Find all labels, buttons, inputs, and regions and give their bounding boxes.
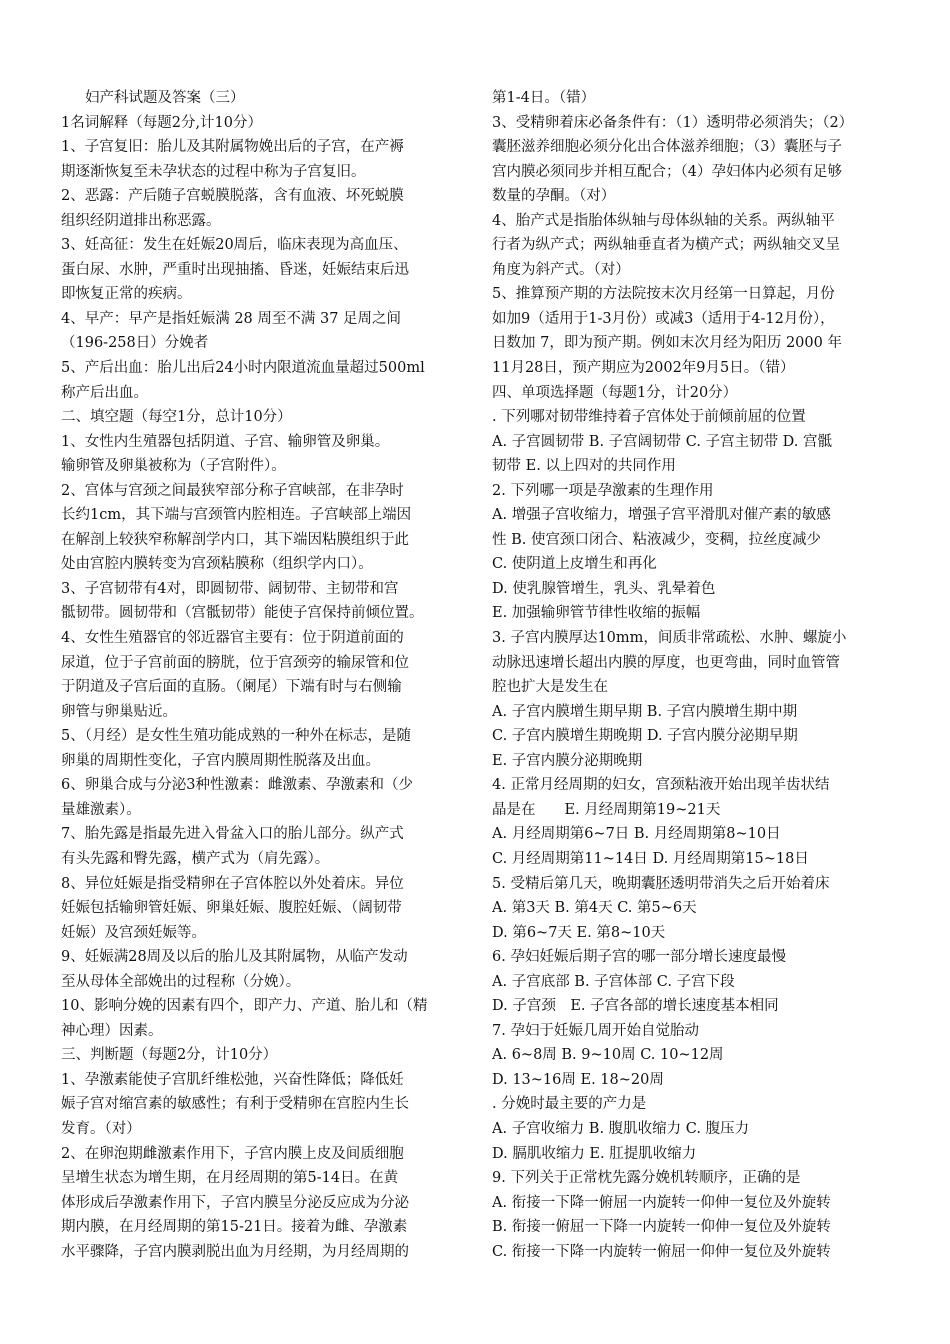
text-line: A. 衔接一下降一俯屈一内旋转一仰伸一复位及外旋转 [492, 1194, 831, 1211]
text-line: E. 加强输卵管节律性收缩的振幅 [492, 605, 701, 622]
left-column [61, 86, 459, 1264]
text-line: 5. 受精后第几天，晚期囊胚透明带消失之后开始着床 [492, 875, 830, 892]
text-line: 期内膜，在月经周期的第15-21日。接着为雌、孕激素 [61, 1219, 408, 1236]
right-column [492, 86, 890, 1264]
text-line: （196-258日）分娩者 [61, 335, 209, 352]
text-line: 数量的孕酮。（对） [492, 188, 616, 205]
text-line: 7、胎先露是指最先进入骨盆入口的胎儿部分。纵产式 [61, 826, 404, 843]
text-line: 长约1cm，其下端与宫颈管内腔相连。子宫峡部上端因 [61, 507, 412, 524]
text-line: 动脉迅速增长超出内膜的厚度，也更弯曲，同时血管管 [492, 654, 840, 671]
text-line: 性 B. 使宫颈口闭合、粘液减少，变稠，拉丝度减少 [492, 531, 821, 548]
text-line: D. 膈肌收缩力 E. 肛提肌收缩力 [492, 1145, 697, 1162]
text-line: C. 子宫内膜增生期晚期 D. 子宫内膜分泌期早期 [492, 728, 798, 745]
text-line: 2、宫体与宫颈之间最狭窄部分称子宫峡部，在非孕时 [61, 482, 404, 499]
text-line: 5、产后出血：胎儿出后24小时内限道流血量超过500ml [61, 360, 425, 377]
text-line: 10、影响分娩的因素有四个，即产力、产道、胎儿和（精 [61, 998, 428, 1015]
text-line: 4、早产：早产是指妊娠满 28 周至不满 37 足周之间 [61, 310, 402, 327]
text-line: A. 子宫内膜增生期早期 B. 子宫内膜增生期中期 [492, 703, 798, 720]
text-line: 尿道，位于子宫前面的膀胱，位于宫颈旁的输尿管和位 [61, 654, 409, 671]
text-line: 腔也扩大是发生在 [492, 679, 608, 696]
text-line: 5、推算预产期的方法院按末次月经第一日算起，月份 [492, 286, 835, 303]
text-line: 5、（月经）是女性生殖功能成熟的一种外在标志，是随 [61, 728, 411, 745]
text-line: 妊娠包括输卵管妊娠、卵巢妊娠、腹腔妊娠、（阔韧带 [61, 900, 402, 917]
text-line: 2、在卵泡期雌激素作用下，子宫内膜上皮及间质细胞 [61, 1145, 404, 1162]
text-line: 组织经阴道排出称恶露。 [61, 212, 221, 229]
text-line: 卵管与卵巢贴近。 [61, 703, 177, 720]
text-line: 发育。（对） [61, 1120, 141, 1137]
text-line: A. 增强子宫收缩力，增强子宫平滑肌对催产素的敏感 [492, 507, 831, 524]
text-line: 2. 下列哪一项是孕激素的生理作用 [492, 482, 714, 499]
text-line: 韧带 E. 以上四对的共同作用 [492, 458, 676, 475]
text-line: 3、受精卵着床必备条件有：（1）透明带必须消失；（2） [492, 114, 854, 131]
text-line: 于阴道及子宫后面的直肠。（阑尾）下端有时与右侧输 [61, 679, 402, 696]
text-line: B. 衔接一俯屈一下降一内旋转一仰伸一复位及外旋转 [492, 1219, 831, 1236]
text-line: 呈增生状态为增生期，在月经周期的第5-14日。在黄 [61, 1170, 399, 1187]
text-line: 娠子宫对缩宫素的敏感性；有利于受精卵在宫腔内生长 [61, 1096, 409, 1113]
text-line: 期逐渐恢复至未孕状态的过程中称为子宫复旧。 [61, 163, 366, 180]
text-line: 称产后出血。 [61, 384, 148, 401]
text-line: D. 使乳腺管增生，乳头、乳晕着色 [492, 580, 716, 597]
text-line: 囊胚滋养细胞必须分化出合体滋养细胞；（3）囊胚与子 [492, 139, 842, 156]
text-line: 二、填空题（每空1分，总计10分） [61, 409, 292, 426]
text-line: 妇产科试题及答案（三） [85, 90, 245, 106]
text-line: 水平骤降，子宫内膜剥脱出血为月经期，为月经周期的 [61, 1243, 409, 1260]
text-line: 7. 孕妇于妊娠几周开始自觉胎动 [492, 1022, 699, 1039]
text-line: 卵巢的周期性变化，子宫内膜周期性脱落及出血。 [61, 752, 380, 769]
text-line: 输卵管及卵巢被称为（子宫附件）。 [61, 458, 286, 475]
text-line: A. 子宫底部 B. 子宫体部 C. 子宫下段 [492, 973, 735, 990]
text-line: C. 月经周期第11~14日 D. 月经周期第15~18日 [492, 850, 809, 867]
text-line: 3. 子宫内膜厚达10mm，间质非常疏松、水肿、螺旋小 [492, 630, 847, 647]
text-line: 2、恶露：产后随子宫蜕膜脱落，含有血液、坏死蜕膜 [61, 188, 404, 205]
text-line: 在解剖上较狭窄称解剖学内口，其下端因粘膜组织于此 [61, 531, 409, 548]
text-line: 第1-4日。（错） [492, 90, 596, 106]
text-line: 至从母体全部娩出的过程称（分娩）。 [61, 973, 301, 990]
text-line: A. 子宫收缩力 B. 腹肌收缩力 C. 腹压力 [492, 1120, 750, 1137]
text-line: C. 衔接一下降一内旋转一俯屈一仰伸一复位及外旋转 [492, 1243, 831, 1260]
text-line: 有头先露和臀先露，横产式为（肩先露）。 [61, 850, 330, 867]
text-line: 宫内膜必须同步并相互配合；（4）孕妇体内必须有足够 [492, 163, 842, 180]
text-line: 神心理）因素。 [61, 1022, 163, 1039]
text-line: E. 子宫内膜分泌期晚期 [492, 752, 643, 769]
text-line: 3、子宫韧带有4对，即圆韧带、阔韧带、主韧带和宫 [61, 580, 399, 597]
text-line: 体形成后孕激素作用下，子宫内膜呈分泌反应成为分泌 [61, 1194, 409, 1211]
text-line: 1、女性内生殖器包括阴道、子宫、输卵管及卵巢。 [61, 433, 390, 450]
text-line: 三、判断题（每题2分，计10分） [61, 1047, 278, 1064]
text-line: A. 子宫圆韧带 B. 子宫阔韧带 C. 子宫主韧带 D. 宫骶 [492, 433, 833, 450]
text-line: 9、妊娠满28周及以后的胎儿及其附属物，从临产发动 [61, 949, 408, 966]
text-line: 11月28日，预产期应为2002年9月5日。（错） [492, 360, 795, 377]
text-line: 四、单项选择题（每题1分，计20分） [492, 384, 738, 401]
text-line: 处由宫腔内膜转变为宫颈粘膜称（组织学内口）。 [61, 556, 373, 573]
text-line: D. 子宫颈 E. 子宫各部的增长速度基本相同 [492, 998, 779, 1015]
text-line: 蛋白尿、水肿，严重时出现抽搐、昏迷，妊娠结束后迅 [61, 261, 409, 278]
text-line: 6、卵巢合成与分泌3种性激素：雌激素、孕激素和（少 [61, 777, 413, 794]
text-line: 8、异位妊娠是指受精卵在子宫体腔以外处着床。异位 [61, 875, 404, 892]
text-line: 9. 下列关于正常枕先露分娩机转顺序，正确的是 [492, 1170, 801, 1187]
text-line: A. 6~8周 B. 9~10周 C. 10~12周 [492, 1047, 724, 1064]
text-line: 3、妊高征：发生在妊娠20周后，临床表现为高血压、 [61, 237, 408, 254]
text-line: 4、胎产式是指胎体纵轴与母体纵轴的关系。两纵轴平 [492, 212, 835, 229]
text-line: 行者为纵产式；两纵轴垂直者为横产式；两纵轴交叉呈 [492, 237, 840, 254]
text-line: A. 第3天 B. 第4天 C. 第5~6天 [492, 900, 697, 917]
text-line: 如加9（适用于1-3月份）或减3（适用于4-12月份）， [492, 310, 835, 327]
text-line: 晶是在 E. 月经周期第19~21天 [492, 801, 721, 818]
text-line: . 下列哪对韧带维持着子宫体处于前倾前屈的位置 [492, 409, 806, 426]
text-line: D. 第6~7天 E. 第8~10天 [492, 924, 666, 941]
text-line: C. 使阴道上皮增生和再化 [492, 556, 657, 573]
text-line: A. 月经周期第6~7日 B. 月经周期第8~10日 [492, 826, 781, 843]
text-line: 角度为斜产式。（对） [492, 261, 630, 278]
text-line: 4、女性生殖器官的邻近器官主要有：位于阴道前面的 [61, 630, 404, 647]
text-line: 量雄激素）。 [61, 801, 141, 818]
text-line: . 分娩时最主要的产力是 [492, 1096, 647, 1113]
text-line: 妊娠）及宫颈妊娠等。 [61, 924, 206, 941]
text-line: D. 13~16周 E. 18~20周 [492, 1071, 664, 1088]
text-line: 骶韧带。圆韧带和（宫骶韧带）能使子宫保持前倾位置。 [61, 605, 424, 622]
text-line: 即恢复正常的疾病。 [61, 286, 192, 303]
text-line: 1、孕激素能使子宫肌纤维松弛，兴奋性降低；降低妊 [61, 1071, 404, 1088]
text-line: 4. 正常月经周期的妇女，宫颈粘液开始出现羊齿状结 [492, 777, 830, 794]
text-line: 1、子宫复旧：胎儿及其附属物娩出后的子宫，在产褥 [61, 139, 404, 156]
text-line: 6. 孕妇妊娠后期子宫的哪一部分增长速度最慢 [492, 949, 786, 966]
text-line: 日数加 7，即为预产期。例如末次月经为阳历 2000 年 [492, 335, 842, 352]
text-line: 1名词解释（每题2分,计10分） [61, 114, 263, 131]
